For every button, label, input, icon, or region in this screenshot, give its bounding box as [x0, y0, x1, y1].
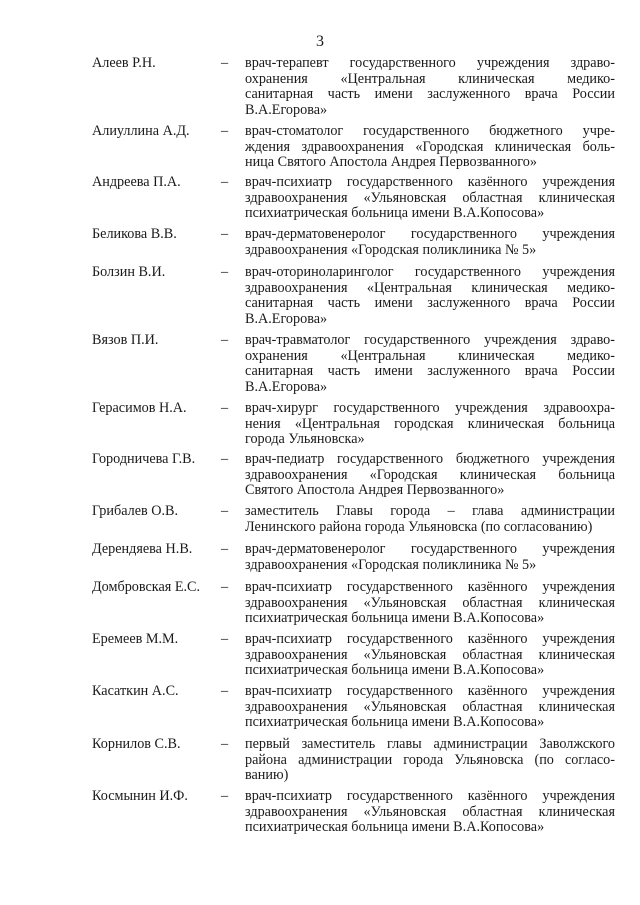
dash: – [221, 683, 229, 699]
person-name: Корнилов С.В. [92, 736, 181, 752]
person-name: Домбровская Е.С. [92, 579, 201, 595]
description-line: Святого Апостола Андрея Первозванного» [245, 482, 505, 499]
description-line: здравоохранения «Городская поликлиника № 5» [245, 556, 537, 573]
description-line: санитарная часть имени заслуженного врача России [245, 87, 615, 103]
dash: – [221, 400, 229, 416]
person-name: Андреева П.А. [92, 174, 181, 190]
dash: – [221, 332, 229, 348]
position-description [245, 401, 615, 448]
description-line: врач-дерматовенеролог государственного учреждения [245, 227, 615, 242]
position-description [245, 265, 615, 327]
person-name: Беликова В.В. [92, 226, 177, 242]
person-name: Еремеев М.М. [92, 631, 179, 647]
description-line: врач-психиатр государственного казённого учреждения [245, 175, 615, 190]
description-line: санитарная часть имени заслуженного врача России [245, 296, 615, 312]
description-line: здравоохранения «Городская поликлиника № 5» [245, 241, 537, 258]
description-line: врач-психиатр государственного казённого учреждения [245, 684, 615, 699]
description-line: ждения здравоохранения «Городская клиническая боль- [245, 139, 615, 155]
position-description [245, 580, 615, 627]
dash: – [221, 123, 229, 139]
description-line: В.А.Егорова» [245, 378, 328, 395]
position-description [245, 542, 615, 573]
description-line: санитарная часть имени заслуженного врача России [245, 364, 615, 380]
person-name: Алеев Р.Н. [92, 55, 156, 71]
description-line: психиатрическая больница имени В.А.Копосова» [245, 714, 545, 731]
description-line: первый заместитель главы администрации Заволжского [245, 737, 615, 752]
dash: – [221, 451, 229, 467]
position-description [245, 227, 615, 258]
description-line: здравоохранения «Ульяновская областная клиническая [245, 190, 615, 206]
description-line: врач-травматолог государственного учреждения здраво- [245, 333, 615, 348]
description-line: врач-оториноларинголог государственного учреждения [245, 265, 615, 280]
person-name: Грибалев О.В. [92, 503, 179, 519]
description-line: врач-педиатр государственного бюджетного учреждения [245, 452, 615, 467]
dash: – [221, 788, 229, 804]
description-line: ница Святого Апостола Андрея Первозванного» [245, 154, 537, 171]
dash: – [221, 55, 229, 71]
position-description [245, 684, 615, 731]
description-line: врач-терапевт государственного учреждения здраво- [245, 56, 615, 71]
description-line: психиатрическая больница имени В.А.Копосова» [245, 205, 545, 222]
description-line: психиатрическая больница имени В.А.Копосова» [245, 610, 545, 627]
dash: – [221, 174, 229, 190]
description-line: нения «Центральная городская клиническая больница [245, 416, 615, 432]
person-name: Болзин В.И. [92, 264, 166, 280]
description-line: здравоохранения «Ульяновская областная клиническая [245, 595, 615, 611]
position-description [245, 333, 615, 395]
description-line: психиатрическая больница имени В.А.Копосова» [245, 819, 545, 836]
description-line: охранения «Центральная клиническая медико- [245, 348, 615, 364]
description-line: здравоохранения «Центральная клиническая медико- [245, 280, 615, 296]
description-line: врач-дерматовенеролог государственного учреждения [245, 542, 615, 557]
person-name: Алиуллина А.Д. [92, 123, 190, 139]
description-line: города Ульяновска» [245, 431, 365, 448]
description-line: района администрации города Ульяновска (по согласо- [245, 752, 615, 768]
description-line: врач-психиатр государственного казённого учреждения [245, 632, 615, 647]
person-name: Герасимов Н.А. [92, 400, 187, 416]
person-name: Вязов П.И. [92, 332, 159, 348]
position-description [245, 737, 615, 784]
description-line: врач-психиатр государственного казённого учреждения [245, 580, 615, 595]
description-line: здравоохранения «Городская клиническая больница [245, 467, 615, 483]
person-name: Касаткин А.С. [92, 683, 179, 699]
description-line: врач-хирург государственного учреждения здравоохра- [245, 401, 615, 416]
dash: – [221, 579, 229, 595]
description-line: В.А.Егорова» [245, 101, 328, 118]
dash: – [221, 264, 229, 280]
dash: – [221, 503, 229, 519]
position-description [245, 632, 615, 679]
description-line: здравоохранения «Ульяновская областная клиническая [245, 647, 615, 663]
dash: – [221, 226, 229, 242]
dash: – [221, 736, 229, 752]
position-description [245, 175, 615, 222]
description-line: психиатрическая больница имени В.А.Копосова» [245, 662, 545, 679]
description-line: охранения «Центральная клиническая медико- [245, 71, 615, 87]
description-line: ванию) [245, 767, 289, 784]
position-description [245, 124, 615, 171]
person-name: Космынин И.Ф. [92, 788, 188, 804]
page-number: 3 [316, 33, 324, 50]
position-description [245, 789, 615, 836]
position-description [245, 504, 615, 535]
description-line: заместитель Главы города – глава администрации [245, 504, 615, 519]
position-description [245, 452, 615, 499]
description-line: врач-психиатр государственного казённого учреждения [245, 789, 615, 804]
dash: – [221, 541, 229, 557]
person-name: Городничева Г.В. [92, 451, 196, 467]
dash: – [221, 631, 229, 647]
position-description [245, 56, 615, 118]
description-line: здравоохранения «Ульяновская областная клиническая [245, 804, 615, 820]
description-line: В.А.Егорова» [245, 310, 328, 327]
description-line: здравоохранения «Ульяновская областная клиническая [245, 699, 615, 715]
description-line: врач-стоматолог государственного бюджетного учре- [245, 124, 615, 139]
person-name: Дерендяева Н.В. [92, 541, 193, 557]
description-line: Ленинского района города Ульяновска (по согласованию) [245, 518, 593, 535]
